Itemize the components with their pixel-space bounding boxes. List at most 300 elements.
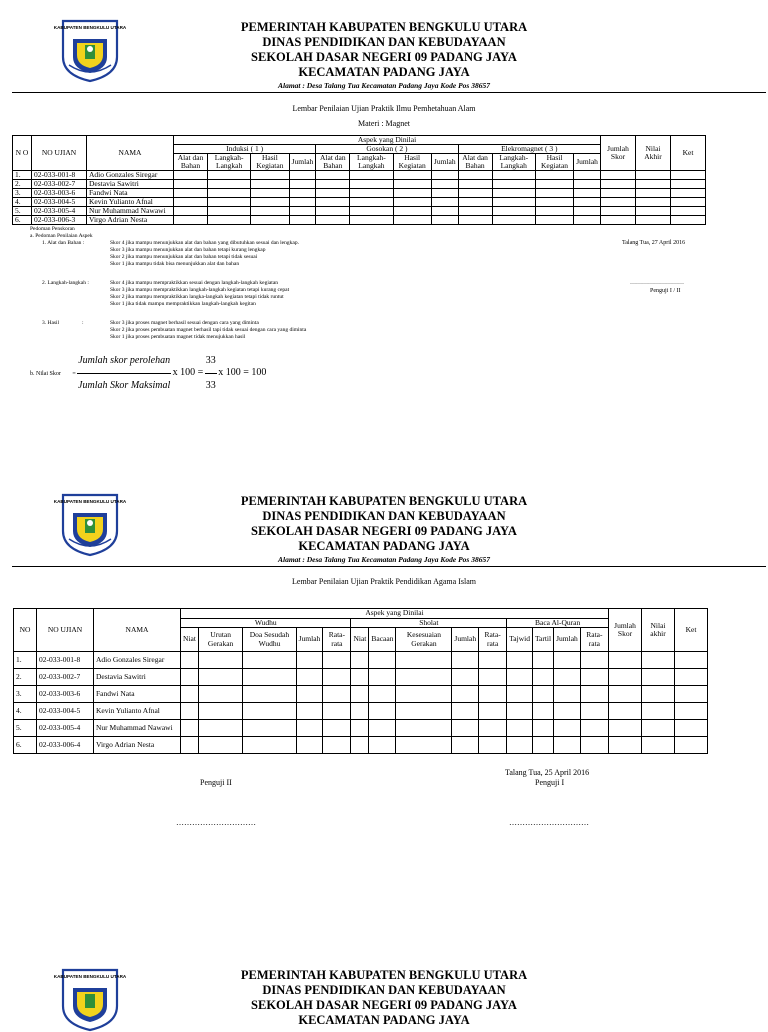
sub-langkah: Langkah-Langkah xyxy=(208,154,251,171)
score-cell[interactable] xyxy=(396,686,452,703)
score-cell[interactable] xyxy=(554,703,581,720)
score-cell[interactable] xyxy=(601,180,636,189)
score-cell[interactable] xyxy=(601,216,636,225)
score-cell[interactable] xyxy=(369,669,396,686)
score-cell[interactable] xyxy=(351,669,369,686)
group-gosokan: Gosokan ( 2 ) xyxy=(316,145,458,154)
score-cell[interactable] xyxy=(671,180,706,189)
score-cell[interactable] xyxy=(574,189,601,198)
col-nilai-akhir: Nilai akhir xyxy=(642,609,675,652)
score-cell[interactable] xyxy=(369,737,396,754)
score-cell[interactable] xyxy=(350,171,393,180)
score-cell[interactable] xyxy=(350,180,393,189)
score-cell[interactable] xyxy=(609,669,642,686)
score-cell[interactable] xyxy=(532,703,553,720)
sub-langkah: Langkah-Langkah xyxy=(492,154,535,171)
letterhead-line2: DINAS PENDIDIKAN DAN KEBUDAYAAN xyxy=(262,983,506,997)
score-cell[interactable] xyxy=(316,207,350,216)
sub-rata-rata: Rata-rata xyxy=(323,628,351,652)
score-cell[interactable] xyxy=(609,737,642,754)
score-cell[interactable] xyxy=(492,180,535,189)
group-wudhu: Wudhu xyxy=(181,618,351,628)
score-cell[interactable] xyxy=(671,189,706,198)
score-cell[interactable] xyxy=(198,652,242,669)
score-cell[interactable] xyxy=(431,189,458,198)
score-cell[interactable] xyxy=(458,207,492,216)
score-cell[interactable] xyxy=(675,720,708,737)
row-student-name: Nur Muhammad Nawawi xyxy=(87,207,174,216)
score-cell[interactable] xyxy=(492,216,535,225)
col-aspek: Aspek yang Dinilai xyxy=(174,136,601,145)
score-cell[interactable] xyxy=(198,737,242,754)
score-cell[interactable] xyxy=(601,189,636,198)
score-cell[interactable] xyxy=(601,198,636,207)
score-cell[interactable] xyxy=(208,198,251,207)
col-no-ujian: NO UJIAN xyxy=(32,136,87,171)
col-aspek: Aspek yang Dinilai xyxy=(181,609,609,619)
row-exam-number: 02-033-002-7 xyxy=(32,180,87,189)
score-cell[interactable] xyxy=(532,737,553,754)
score-cell[interactable] xyxy=(458,189,492,198)
pedoman-3-list xyxy=(110,320,306,341)
score-cell[interactable] xyxy=(323,669,351,686)
pedoman-item: Skor 2 jika mampu mempraktikkan langka-langkah kegiatan tetapi tidak runtut xyxy=(110,294,284,300)
score-cell[interactable] xyxy=(535,207,573,216)
score-cell[interactable] xyxy=(369,703,396,720)
score-cell[interactable] xyxy=(208,180,251,189)
score-cell[interactable] xyxy=(574,207,601,216)
score-cell[interactable] xyxy=(393,171,431,180)
score-cell[interactable] xyxy=(642,703,675,720)
score-cell[interactable] xyxy=(396,703,452,720)
score-cell[interactable] xyxy=(535,180,573,189)
sub-urutan-gerakan: Urutan Gerakan xyxy=(198,628,242,652)
score-cell[interactable] xyxy=(208,171,251,180)
score-cell[interactable] xyxy=(609,720,642,737)
penguji-2-label: Penguji II xyxy=(200,778,232,787)
score-cell[interactable] xyxy=(323,737,351,754)
letterhead-line1: PEMERINTAH KABUPATEN BENGKULU UTARA xyxy=(240,20,528,34)
letterhead-line4: KECAMATAN PADANG JAYA xyxy=(298,539,470,553)
score-cell[interactable] xyxy=(323,703,351,720)
row-no: 4. xyxy=(13,198,32,207)
score-cell[interactable] xyxy=(636,171,671,180)
score-cell[interactable] xyxy=(580,652,608,669)
table-row xyxy=(14,652,708,669)
score-cell[interactable] xyxy=(289,189,316,198)
score-cell[interactable] xyxy=(675,652,708,669)
score-cell[interactable] xyxy=(492,171,535,180)
score-cell[interactable] xyxy=(369,720,396,737)
score-cell[interactable] xyxy=(452,720,479,737)
score-cell[interactable] xyxy=(296,686,323,703)
sub-alat: Alat dan Bahan xyxy=(174,154,208,171)
formula-numerator: Jumlah skor perolehan xyxy=(77,349,171,374)
score-cell[interactable] xyxy=(507,686,533,703)
row-exam-number: 02-033-006-3 xyxy=(32,216,87,225)
sub-rata-rata: Rata-rata xyxy=(479,628,507,652)
score-cell[interactable] xyxy=(316,216,350,225)
row-no: 3. xyxy=(14,686,37,703)
score-cell[interactable] xyxy=(198,703,242,720)
sub-jumlah: Jumlah xyxy=(431,154,458,171)
score-cell[interactable] xyxy=(174,198,208,207)
score-cell[interactable] xyxy=(369,652,396,669)
formula-tail: x 100 = 100 xyxy=(218,366,267,378)
score-cell[interactable] xyxy=(243,737,296,754)
score-cell[interactable] xyxy=(393,180,431,189)
score-cell[interactable] xyxy=(675,669,708,686)
row-no: 2. xyxy=(13,180,32,189)
score-cell[interactable] xyxy=(532,652,553,669)
pedoman-item: Skor 2 jika mampu menunjukkan alat dan bahan tetapi tidak sesuai xyxy=(110,254,258,260)
score-cell[interactable] xyxy=(675,686,708,703)
sub-hasil: Hasil Kegiatan xyxy=(393,154,431,171)
score-cell[interactable] xyxy=(492,207,535,216)
sheet2-title: Lembar Penilaian Ujian Praktik Pendidikan Agama Islam xyxy=(292,577,476,586)
score-cell[interactable] xyxy=(636,207,671,216)
score-cell[interactable] xyxy=(396,720,452,737)
score-cell[interactable] xyxy=(289,216,316,225)
score-cell[interactable] xyxy=(251,171,289,180)
row-exam-number: 02-033-005-4 xyxy=(32,207,87,216)
score-cell[interactable] xyxy=(296,669,323,686)
score-cell[interactable] xyxy=(636,189,671,198)
score-cell[interactable] xyxy=(532,686,553,703)
score-cell[interactable] xyxy=(574,216,601,225)
score-cell[interactable] xyxy=(296,703,323,720)
score-cell[interactable] xyxy=(243,720,296,737)
row-no: 6. xyxy=(13,216,32,225)
col-jumlah-skor: Jumlah Skor xyxy=(601,136,636,171)
score-cell[interactable] xyxy=(601,207,636,216)
score-cell[interactable] xyxy=(316,189,350,198)
pedoman-item: Skor 4 jika mampu menunjukkan alat dan bahan yang dibutuhkan sesuai dan lengkap. xyxy=(110,240,299,246)
score-cell[interactable] xyxy=(636,216,671,225)
score-cell[interactable] xyxy=(181,737,199,754)
score-cell[interactable] xyxy=(554,720,581,737)
score-cell[interactable] xyxy=(198,686,242,703)
group-sholat: Sholat xyxy=(351,618,507,628)
score-cell[interactable] xyxy=(289,207,316,216)
score-cell[interactable] xyxy=(393,216,431,225)
col-no-ujian: NO UJIAN xyxy=(37,609,94,652)
score-cell[interactable] xyxy=(580,737,608,754)
sub-jumlah: Jumlah xyxy=(296,628,323,652)
formula-mid: x 100 = xyxy=(172,366,204,378)
sub-doa: Doa Sesudah Wudhu xyxy=(243,628,296,652)
formula-denominator: Jumlah Skor Maksimal xyxy=(78,380,171,391)
score-cell[interactable] xyxy=(289,198,316,207)
score-cell[interactable] xyxy=(580,720,608,737)
score-cell[interactable] xyxy=(208,216,251,225)
row-student-name: Destavia Sawitri xyxy=(94,669,181,686)
row-exam-number: 02-033-001-8 xyxy=(32,171,87,180)
score-cell[interactable] xyxy=(609,652,642,669)
score-cell[interactable] xyxy=(535,198,573,207)
sub-hasil: Hasil Kegiatan xyxy=(535,154,573,171)
row-student-name: Fandwi Nata xyxy=(87,189,174,198)
score-cell[interactable] xyxy=(507,669,533,686)
penguji-1-label: Penguji I xyxy=(535,778,565,787)
row-no: 3. xyxy=(13,189,32,198)
score-cell[interactable] xyxy=(479,669,507,686)
sub-niat: Niat xyxy=(351,628,369,652)
row-exam-number: 02-033-001-8 xyxy=(37,652,94,669)
row-no: 6. xyxy=(14,737,37,754)
score-cell[interactable] xyxy=(554,686,581,703)
row-student-name: Virgo Adrian Nesta xyxy=(87,216,174,225)
score-cell[interactable] xyxy=(554,669,581,686)
score-cell[interactable] xyxy=(296,720,323,737)
formula-num2: 33 xyxy=(205,349,217,374)
score-cell[interactable] xyxy=(452,703,479,720)
pedoman-a: a. Pedoman Penilaian Aspek xyxy=(30,233,93,239)
pedoman-item: Skor 1 jika tidak mampu mempraktikkan langkah-langkah kegitan xyxy=(110,301,256,307)
score-cell[interactable] xyxy=(174,207,208,216)
score-cell[interactable] xyxy=(452,669,479,686)
score-cell[interactable] xyxy=(323,686,351,703)
row-student-name: Fandwi Nata xyxy=(94,686,181,703)
score-cell[interactable] xyxy=(507,703,533,720)
score-cell[interactable] xyxy=(479,652,507,669)
score-cell[interactable] xyxy=(251,216,289,225)
score-cell[interactable] xyxy=(181,720,199,737)
score-cell[interactable] xyxy=(243,652,296,669)
score-cell[interactable] xyxy=(431,171,458,180)
score-cell[interactable] xyxy=(316,180,350,189)
score-cell[interactable] xyxy=(251,180,289,189)
score-cell[interactable] xyxy=(174,171,208,180)
score-cell[interactable] xyxy=(609,686,642,703)
score-cell[interactable] xyxy=(251,189,289,198)
score-cell[interactable] xyxy=(393,198,431,207)
sheet1-sign-date: Talang Tua, 27 April 2016 xyxy=(622,240,686,246)
score-cell[interactable] xyxy=(452,652,479,669)
score-cell[interactable] xyxy=(208,207,251,216)
score-cell[interactable] xyxy=(452,686,479,703)
score-cell[interactable] xyxy=(609,703,642,720)
sub-tajwid: Tajwid xyxy=(507,628,533,652)
score-cell[interactable] xyxy=(316,171,350,180)
score-cell[interactable] xyxy=(458,180,492,189)
score-cell[interactable] xyxy=(396,652,452,669)
logo-text-top: KABUPATEN BENGKULU UTARA xyxy=(53,25,127,30)
pedoman-item: Skor 3 jika mampu mempraktikkan langkah-langkah kegiatan tetapi kurang cepat xyxy=(110,287,290,293)
table-row xyxy=(14,686,708,703)
row-student-name: Destavia Sawitri xyxy=(87,180,174,189)
pai-score-table xyxy=(13,608,708,754)
score-cell[interactable] xyxy=(289,180,316,189)
score-cell[interactable] xyxy=(289,171,316,180)
score-cell[interactable] xyxy=(532,669,553,686)
score-cell[interactable] xyxy=(479,720,507,737)
score-cell[interactable] xyxy=(208,189,251,198)
sub-jumlah: Jumlah xyxy=(289,154,316,171)
score-cell[interactable] xyxy=(393,207,431,216)
score-cell[interactable] xyxy=(431,180,458,189)
score-cell[interactable] xyxy=(554,737,581,754)
score-cell[interactable] xyxy=(580,703,608,720)
score-cell[interactable] xyxy=(243,686,296,703)
score-cell[interactable] xyxy=(535,216,573,225)
score-cell[interactable] xyxy=(675,703,708,720)
score-cell[interactable] xyxy=(671,198,706,207)
score-cell[interactable] xyxy=(479,686,507,703)
letterhead-address: Alamat : Desa Talang Tua Kecamatan Padang Jaya Kode Pos 38657 xyxy=(278,81,490,90)
sheet1-sign-role: Penguji I / II xyxy=(650,288,681,294)
score-cell[interactable] xyxy=(431,207,458,216)
score-cell[interactable] xyxy=(642,669,675,686)
pedoman-item: Skor 1 jika proses pembuatan magnet tidak menujukkan hasil xyxy=(110,334,246,340)
score-cell[interactable] xyxy=(198,720,242,737)
score-cell[interactable] xyxy=(350,198,393,207)
score-cell[interactable] xyxy=(174,216,208,225)
score-cell[interactable] xyxy=(458,171,492,180)
letterhead xyxy=(0,968,768,1028)
group-induksi: Induksi ( 1 ) xyxy=(174,145,316,154)
penguji-1-signature-line: ………………………… xyxy=(509,818,589,827)
col-jumlah-skor: Jumlah Skor xyxy=(609,609,642,652)
letterhead-line1: PEMERINTAH KABUPATEN BENGKULU UTARA xyxy=(240,494,528,508)
col-no: N O xyxy=(13,136,32,171)
sub-alat: Alat dan Bahan xyxy=(458,154,492,171)
score-cell[interactable] xyxy=(479,737,507,754)
score-cell[interactable] xyxy=(507,737,533,754)
score-cell[interactable] xyxy=(671,207,706,216)
score-cell[interactable] xyxy=(243,669,296,686)
score-cell[interactable] xyxy=(323,720,351,737)
logo-text-top: KABUPATEN BENGKULU UTARA xyxy=(53,499,127,504)
formula-fraction-2 xyxy=(205,349,217,398)
score-cell[interactable] xyxy=(296,737,323,754)
score-cell[interactable] xyxy=(350,207,393,216)
row-exam-number: 02-033-005-4 xyxy=(37,720,94,737)
score-cell[interactable] xyxy=(396,669,452,686)
score-cell[interactable] xyxy=(323,652,351,669)
score-cell[interactable] xyxy=(671,216,706,225)
row-student-name: Adio Gonzales Siregar xyxy=(87,171,174,180)
logo-text-top: KABUPATEN BENGKULU UTARA xyxy=(53,974,127,979)
sub-alat: Alat dan Bahan xyxy=(316,154,350,171)
pedoman-item: Skor 4 jika mampu mempraktikkan sesuai dengan langkah-langkah kegiatan xyxy=(110,280,279,286)
pedoman-1-label: 1. Alat dan Bahan : xyxy=(42,240,85,246)
sheet2-sign-date: Talang Tua, 25 April 2016 xyxy=(505,768,590,777)
sheet1-sign-dots: ……………………… xyxy=(630,280,684,286)
col-ket: Ket xyxy=(675,609,708,652)
letterhead-rule xyxy=(12,92,766,93)
score-cell[interactable] xyxy=(369,686,396,703)
score-cell[interactable] xyxy=(554,652,581,669)
row-student-name: Virgo Adrian Nesta xyxy=(94,737,181,754)
row-no: 5. xyxy=(14,720,37,737)
score-cell[interactable] xyxy=(675,737,708,754)
group-baca-quran: Baca Al-Quran xyxy=(507,618,609,628)
col-nama: NAMA xyxy=(87,136,174,171)
score-cell[interactable] xyxy=(431,198,458,207)
score-cell[interactable] xyxy=(492,198,535,207)
score-cell[interactable] xyxy=(351,703,369,720)
score-cell[interactable] xyxy=(174,180,208,189)
nilai-skor-label: b. Nilai Skor xyxy=(30,370,61,377)
score-cell[interactable] xyxy=(174,189,208,198)
score-cell[interactable] xyxy=(351,737,369,754)
row-exam-number: 02-033-006-4 xyxy=(37,737,94,754)
score-cell[interactable] xyxy=(251,198,289,207)
sub-bacaan: Bacaan xyxy=(369,628,396,652)
sub-langkah: Langkah-Langkah xyxy=(350,154,393,171)
col-no: NO xyxy=(14,609,37,652)
score-cell[interactable] xyxy=(393,189,431,198)
score-cell[interactable] xyxy=(181,652,199,669)
score-cell[interactable] xyxy=(601,171,636,180)
score-cell[interactable] xyxy=(535,189,573,198)
letterhead-line3: SEKOLAH DASAR NEGERI 09 PADANG JAYA xyxy=(251,524,517,538)
pedoman-title: Pedoman Penskoran xyxy=(30,226,75,232)
letterhead-line3: SEKOLAH DASAR NEGERI 09 PADANG JAYA xyxy=(251,998,517,1012)
score-cell[interactable] xyxy=(507,652,533,669)
table-row xyxy=(14,669,708,686)
score-cell[interactable] xyxy=(351,652,369,669)
score-cell[interactable] xyxy=(351,686,369,703)
score-cell[interactable] xyxy=(636,180,671,189)
score-cell[interactable] xyxy=(316,198,350,207)
score-cell[interactable] xyxy=(198,669,242,686)
score-cell[interactable] xyxy=(181,669,199,686)
score-cell[interactable] xyxy=(580,669,608,686)
score-cell[interactable] xyxy=(350,216,393,225)
letterhead-line2: DINAS PENDIDIKAN DAN KEBUDAYAAN xyxy=(262,509,506,523)
table-row xyxy=(14,737,708,754)
score-cell[interactable] xyxy=(642,720,675,737)
score-cell[interactable] xyxy=(396,737,452,754)
score-cell[interactable] xyxy=(574,198,601,207)
row-student-name: Nur Muhammad Nawawi xyxy=(94,720,181,737)
pedoman-item: Skor 2 jika proses pembuatan magnet berhasil tapi tidak sesuai dengan cara yang diminta xyxy=(110,327,307,333)
score-cell[interactable] xyxy=(642,652,675,669)
score-cell[interactable] xyxy=(251,207,289,216)
score-cell[interactable] xyxy=(458,198,492,207)
score-cell[interactable] xyxy=(642,737,675,754)
score-cell[interactable] xyxy=(580,686,608,703)
score-cell[interactable] xyxy=(642,686,675,703)
sub-jumlah: Jumlah xyxy=(554,628,581,652)
score-cell[interactable] xyxy=(532,720,553,737)
group-elekromagnet: Elekromagnet ( 3 ) xyxy=(458,145,600,154)
score-cell[interactable] xyxy=(636,198,671,207)
score-cell[interactable] xyxy=(479,703,507,720)
score-cell[interactable] xyxy=(296,652,323,669)
score-cell[interactable] xyxy=(492,189,535,198)
score-cell[interactable] xyxy=(671,171,706,180)
score-cell[interactable] xyxy=(507,720,533,737)
score-cell[interactable] xyxy=(181,703,199,720)
score-cell[interactable] xyxy=(243,703,296,720)
score-cell[interactable] xyxy=(574,171,601,180)
row-exam-number: 02-033-003-6 xyxy=(32,189,87,198)
score-cell[interactable] xyxy=(181,686,199,703)
score-cell[interactable] xyxy=(574,180,601,189)
score-cell[interactable] xyxy=(431,216,458,225)
sub-jumlah: Jumlah xyxy=(452,628,479,652)
score-cell[interactable] xyxy=(452,737,479,754)
letterhead xyxy=(0,20,768,91)
sub-jumlah: Jumlah xyxy=(574,154,601,171)
score-cell[interactable] xyxy=(351,720,369,737)
score-cell[interactable] xyxy=(535,171,573,180)
score-cell[interactable] xyxy=(350,189,393,198)
score-cell[interactable] xyxy=(458,216,492,225)
